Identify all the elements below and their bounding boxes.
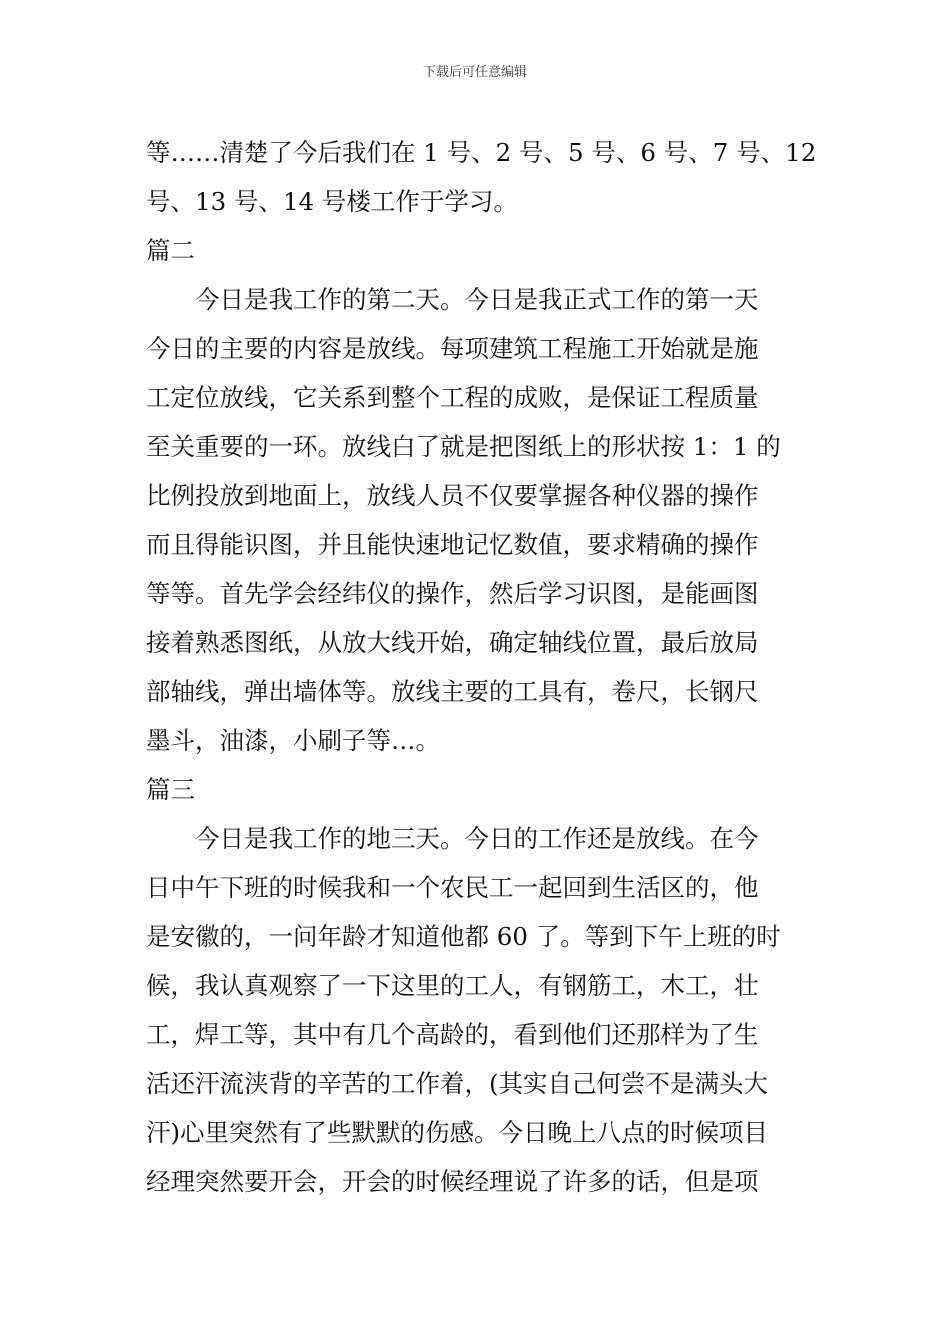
text-line: 工，焊工等，其中有几个高龄的，看到他们还那样为了生 <box>146 1020 759 1049</box>
section-heading: 篇三 <box>146 775 195 804</box>
text-line: 号、13 号、14 号楼工作于学习。 <box>146 187 518 216</box>
text-line: 墨斗，油漆，小刷子等…。 <box>146 726 440 755</box>
text-line: 日中午下班的时候我和一个农民工一起回到生活区的，他 <box>146 873 759 902</box>
text-line: 工定位放线，它关系到整个工程的成败，是保证工程质量 <box>146 383 759 412</box>
text-line: 候，我认真观察了一下这里的工人，有钢筋工，木工，壮 <box>146 971 759 1000</box>
text-line: 而且得能识图，并且能快速地记忆数值，要求精确的操作 <box>146 530 759 559</box>
text-line: 经理突然要开会，开会的时候经理说了许多的话，但是项 <box>146 1167 759 1196</box>
text-line: 等等。首先学会经纬仪的操作，然后学习识图，是能画图 <box>146 579 759 608</box>
section-heading: 篇二 <box>146 236 195 265</box>
body-text <box>146 128 816 1206</box>
text-line: 汗)心里突然有了些默默的伤感。今日晚上八点的时候项目 <box>146 1118 769 1147</box>
text-line: 今日的主要的内容是放线。每项建筑工程施工开始就是施 <box>146 334 759 363</box>
text-line: 至关重要的一环。放线白了就是把图纸上的形状按 1：1 的 <box>146 432 781 461</box>
text-line: 是安徽的，一问年龄才知道他都 60 了。等到下午上班的时 <box>146 922 781 951</box>
text-line: 活还汗流浃背的辛苦的工作着，(其实自己何尝不是满头大 <box>146 1069 769 1098</box>
text-line: 部轴线，弹出墙体等。放线主要的工具有，卷尺，长钢尺 <box>146 677 759 706</box>
text-line: 今日是我工作的地三天。今日的工作还是放线。在今 <box>195 824 759 853</box>
text-line: 今日是我工作的第二天。今日是我正式工作的第一天 <box>195 285 759 314</box>
text-line: 比例投放到地面上，放线人员不仅要掌握各种仪器的操作 <box>146 481 759 510</box>
text-line: 等……清楚了今后我们在 1 号、2 号、5 号、6 号、7 号、12 <box>146 138 817 167</box>
page-header: 下载后可任意编辑 <box>422 65 527 80</box>
text-line: 接着熟悉图纸，从放大线开始，确定轴线位置，最后放局 <box>146 628 759 657</box>
